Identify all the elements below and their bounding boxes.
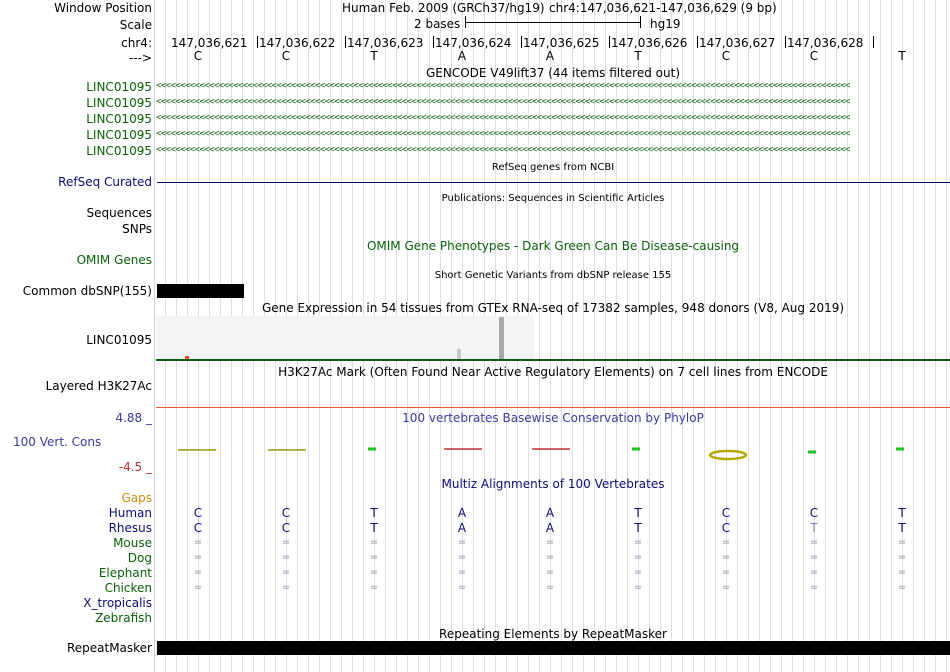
alignment-base: = — [457, 582, 467, 593]
alignment-base: = — [281, 567, 291, 578]
refseq-track-title: RefSeq genes from NCBI — [491, 162, 615, 173]
alignment-base: = — [897, 582, 907, 593]
gencode-gene-body[interactable]: <<<<<<<<<<<<<<<<<<<<<<<<<<<<<<<<<<<<<<<<<<<<<<<<<<<<<<<<<<<<<<<<<<<<<<<<<<<<<<<<<<<<<<<<<<<<<<<<<<<<<<<<<<<<<<<<<<<<<<<<<<<<<<<<<<<<<<<<<<<<<<<< — [156, 129, 850, 139]
gaps-track-label[interactable]: Gaps — [121, 491, 152, 505]
coordinate-label: 147,036,625 — [523, 36, 600, 50]
alignment-base: A — [545, 506, 555, 520]
alignment-base: = — [809, 552, 819, 563]
alignment-base: A — [545, 521, 555, 535]
gencode-gene-label[interactable]: LINC01095 — [86, 128, 152, 142]
base-letter: C — [721, 49, 731, 63]
alignment-base: C — [193, 506, 203, 520]
alignment-base: T — [810, 521, 818, 535]
dbsnp-track-title: Short Genetic Variants from dbSNP release 155 — [434, 270, 672, 281]
gencode-gene-body[interactable]: <<<<<<<<<<<<<<<<<<<<<<<<<<<<<<<<<<<<<<<<<<<<<<<<<<<<<<<<<<<<<<<<<<<<<<<<<<<<<<<<<<<<<<<<<<<<<<<<<<<<<<<<<<<<<<<<<<<<<<<<<<<<<<<<<<<<<<<<<<<<<<<< — [156, 145, 850, 155]
alignment-base: T — [370, 521, 378, 535]
species-label[interactable]: Dog — [127, 551, 152, 565]
gencode-gene-label[interactable]: LINC01095 — [86, 96, 152, 110]
alignment-base: = — [809, 582, 819, 593]
alignment-base: = — [633, 552, 643, 563]
gencode-gene-label[interactable]: LINC01095 — [86, 144, 152, 158]
scale-text: 2 bases — [414, 17, 461, 31]
coordinate-tick — [257, 36, 258, 48]
omim-track-title: OMIM Gene Phenotypes - Dark Green Can Be Disease-causing — [366, 239, 740, 253]
repeatmasker-track-label[interactable]: RepeatMasker — [66, 641, 152, 655]
repeatmasker-track-title: Repeating Elements by RepeatMasker — [439, 627, 667, 641]
alignment-base: = — [545, 582, 555, 593]
coordinate-tick — [345, 36, 346, 48]
gtex-track-title: Gene Expression in 54 tissues from GTEx RNA-seq of 17382 samples, 948 donors (V8, Aug 2019) — [261, 301, 845, 315]
alignment-base: = — [545, 537, 555, 548]
alignment-base: C — [281, 506, 291, 520]
coordinate-tick — [697, 36, 698, 48]
snps-track-label[interactable]: SNPs — [122, 222, 152, 236]
alignment-base: = — [369, 582, 379, 593]
alignment-base: = — [369, 537, 379, 548]
coordinate-label: 147,036,628 — [787, 36, 864, 50]
base-letter: C — [281, 49, 291, 63]
alignment-base: C — [281, 521, 291, 535]
alignment-base: C — [721, 506, 731, 520]
gtex-plot-area — [156, 316, 534, 360]
alignment-base: = — [721, 582, 731, 593]
coordinate-tick — [785, 36, 786, 48]
sequences-track-label[interactable]: Sequences — [86, 206, 152, 220]
gencode-gene-label[interactable]: LINC01095 — [86, 112, 152, 126]
base-letter: T — [634, 49, 642, 63]
h3k27ac-signal-line[interactable] — [156, 407, 950, 408]
alignment-base: = — [457, 552, 467, 563]
scale-label: Scale — [119, 18, 152, 32]
coordinate-tick — [609, 36, 610, 48]
phylop-signal[interactable] — [156, 440, 950, 464]
alignment-base: = — [281, 552, 291, 563]
alignment-base: C — [193, 521, 203, 535]
base-letter: T — [370, 49, 378, 63]
species-label[interactable]: Human — [108, 506, 152, 520]
species-label[interactable]: Elephant — [98, 566, 152, 580]
alignment-base: = — [457, 537, 467, 548]
strand-label: ---> — [128, 51, 152, 65]
phylop-track-label[interactable]: 100 Vert. Cons — [13, 435, 102, 449]
alignment-base: = — [897, 537, 907, 548]
gencode-gene-label[interactable]: LINC01095 — [86, 80, 152, 94]
phylop-track-title: 100 vertebrates Basewise Conservation by PhyloP — [402, 411, 704, 425]
alignment-base: T — [634, 506, 642, 520]
alignment-base: = — [193, 537, 203, 548]
alignment-base: C — [721, 521, 731, 535]
alignment-base: A — [457, 521, 467, 535]
phylop-mark — [710, 451, 746, 459]
alignment-base: = — [897, 567, 907, 578]
omim-track-label[interactable]: OMIM Genes — [76, 253, 152, 267]
coordinate-label: 147,036,623 — [347, 36, 424, 50]
phylop-min-label: -4.5 _ — [118, 460, 152, 474]
alignment-base: T — [634, 521, 642, 535]
alignment-base: = — [369, 552, 379, 563]
gencode-track-title: GENCODE V49lift37 (44 items filtered out) — [425, 66, 680, 80]
species-label[interactable]: Zebrafish — [95, 611, 152, 625]
alignment-base: = — [721, 552, 731, 563]
alignment-base: = — [721, 567, 731, 578]
dbsnp-variant[interactable] — [157, 284, 244, 298]
base-letter: A — [457, 49, 467, 63]
dbsnp-track-label[interactable]: Common dbSNP(155) — [22, 284, 152, 298]
alignment-base: = — [281, 582, 291, 593]
coordinate-tick — [873, 36, 874, 48]
alignment-base: = — [193, 552, 203, 563]
alignment-base: = — [633, 582, 643, 593]
alignment-base: = — [633, 537, 643, 548]
alignment-base: = — [545, 567, 555, 578]
species-label[interactable]: Rhesus — [108, 521, 152, 535]
alignment-base: = — [809, 537, 819, 548]
assembly-name: Human Feb. 2009 (GRCh37/hg19) — [342, 1, 545, 15]
coordinate-tick — [521, 36, 522, 48]
refseq-track-label[interactable]: RefSeq Curated — [58, 175, 152, 189]
coordinate-label: 147,036,622 — [259, 36, 336, 50]
species-label[interactable]: X_tropicalis — [83, 596, 152, 610]
h3k27ac-track-title: H3K27Ac Mark (Often Found Near Active Regulatory Elements) on 7 cell lines from ENCODE — [278, 365, 828, 379]
gtex-bar-medium[interactable] — [457, 349, 461, 359]
alignment-base: A — [457, 506, 467, 520]
alignment-base: T — [898, 521, 906, 535]
gtex-baseline — [156, 359, 950, 361]
gtex-track-label[interactable]: LINC01095 — [86, 333, 152, 347]
scale-bar-right-cap — [640, 16, 641, 28]
alignment-base: C — [809, 506, 819, 520]
coordinate-label: 147,036,627 — [699, 36, 776, 50]
alignment-base: = — [193, 567, 203, 578]
alignment-base: T — [898, 506, 906, 520]
position-readout: chr4:147,036,621-147,036,629 (9 bp) — [549, 1, 777, 15]
gtex-bar-tall[interactable] — [499, 317, 504, 359]
species-label[interactable]: Chicken — [104, 581, 152, 595]
window-position-label: Window Position — [54, 1, 152, 15]
species-label[interactable]: Mouse — [113, 536, 152, 550]
alignment-base: = — [545, 552, 555, 563]
alignment-base: T — [370, 506, 378, 520]
alignment-base: = — [281, 537, 291, 548]
scale-bar — [465, 22, 641, 23]
alignment-base: = — [721, 537, 731, 548]
alignment-base: = — [369, 567, 379, 578]
base-letter: C — [809, 49, 819, 63]
coordinate-label: 147,036,621 — [171, 36, 248, 50]
gencode-gene-body[interactable]: <<<<<<<<<<<<<<<<<<<<<<<<<<<<<<<<<<<<<<<<<<<<<<<<<<<<<<<<<<<<<<<<<<<<<<<<<<<<<<<<<<<<<<<<<<<<<<<<<<<<<<<<<<<<<<<<<<<<<<<<<<<<<<<<<<<<<<<<<<<<<<<< — [156, 97, 850, 107]
alignment-base: = — [633, 567, 643, 578]
refseq-gene-line[interactable] — [157, 182, 950, 183]
phylop-max-label: 4.88 _ — [115, 411, 152, 425]
coordinate-label: 147,036,626 — [611, 36, 688, 50]
alignment-base: = — [809, 567, 819, 578]
chrom-label: chr4: — [121, 36, 152, 50]
coordinate-tick — [433, 36, 434, 48]
alignment-base: = — [897, 552, 907, 563]
base-letter: C — [193, 49, 203, 63]
scale-db: hg19 — [650, 17, 681, 31]
base-letter: T — [898, 49, 906, 63]
alignment-base: = — [457, 567, 467, 578]
base-letter: A — [545, 49, 555, 63]
gencode-gene-body[interactable]: <<<<<<<<<<<<<<<<<<<<<<<<<<<<<<<<<<<<<<<<<<<<<<<<<<<<<<<<<<<<<<<<<<<<<<<<<<<<<<<<<<<<<<<<<<<<<<<<<<<<<<<<<<<<<<<<<<<<<<<<<<<<<<<<<<<<<<<<<<<<<<<< — [156, 113, 850, 123]
label-separator — [154, 0, 155, 672]
publications-track-title: Publications: Sequences in Scientific Articles — [441, 193, 665, 204]
coordinate-label: 147,036,624 — [435, 36, 512, 50]
repeatmasker-element[interactable] — [157, 641, 950, 655]
gencode-gene-body[interactable]: <<<<<<<<<<<<<<<<<<<<<<<<<<<<<<<<<<<<<<<<<<<<<<<<<<<<<<<<<<<<<<<<<<<<<<<<<<<<<<<<<<<<<<<<<<<<<<<<<<<<<<<<<<<<<<<<<<<<<<<<<<<<<<<<<<<<<<<<<<<<<<<< — [156, 81, 850, 91]
alignment-base: = — [193, 582, 203, 593]
h3k27ac-track-label[interactable]: Layered H3K27Ac — [45, 379, 152, 393]
multiz-track-title: Multiz Alignments of 100 Vertebrates — [441, 477, 665, 491]
